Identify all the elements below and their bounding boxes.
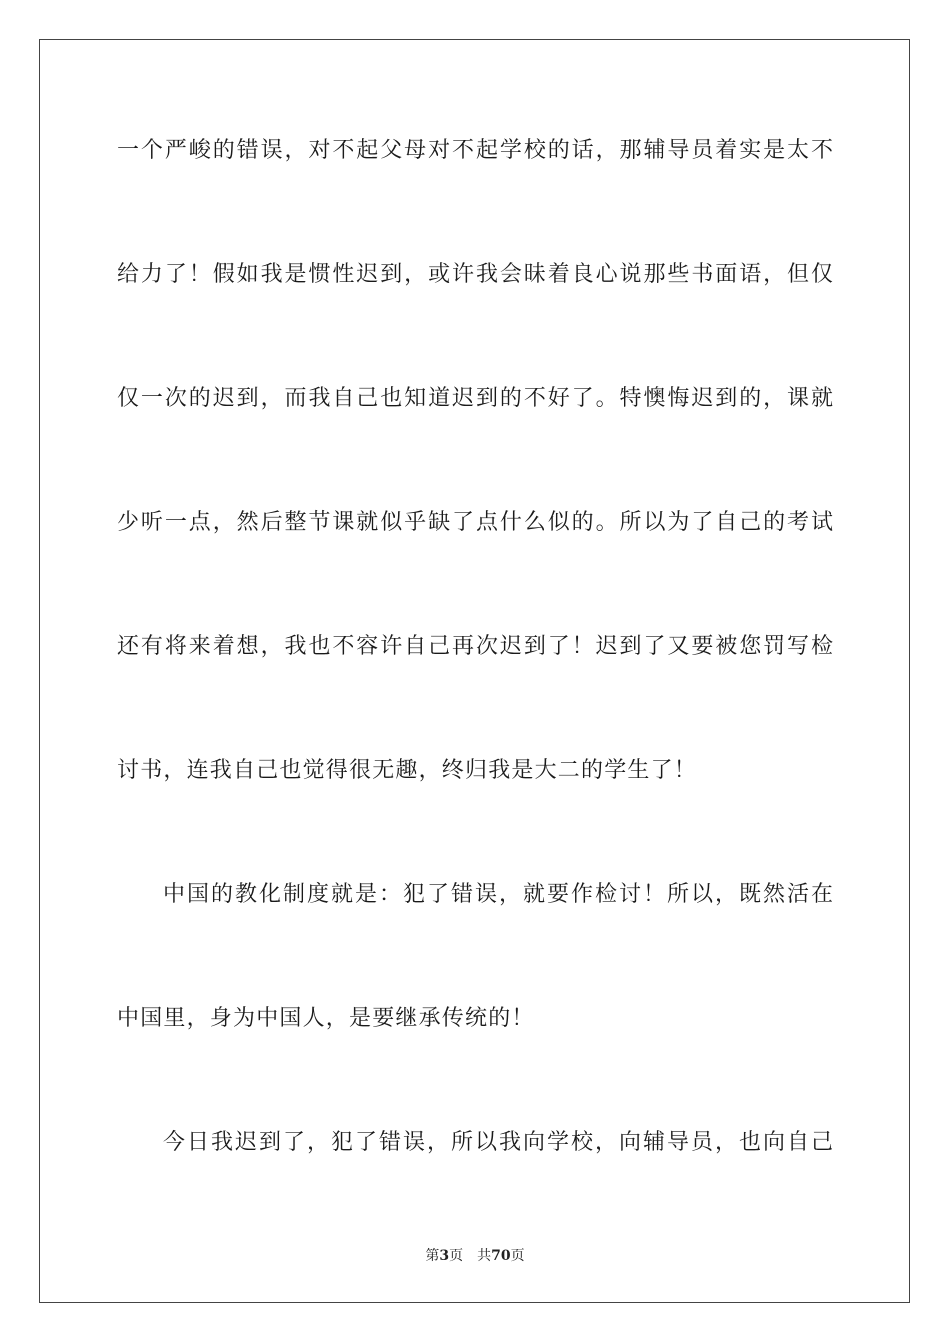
text-line-6: 讨书，连我自己也觉得很无趣，终归我是大二的学生了！: [117, 758, 698, 783]
text-line-9: 今日我迟到了，犯了错误，所以我向学校，向辅导员，也向自己: [163, 1130, 833, 1155]
page-footer: [0, 1247, 950, 1265]
text-line-5: 还有将来着想，我也不容许自己再次迟到了！迟到了又要被您罚写检: [117, 634, 833, 659]
text-line-7: 中国的教化制度就是：犯了错误，就要作检讨！所以，既然活在: [163, 882, 833, 907]
page-number: 3: [439, 1248, 450, 1264]
total-suffix: 页: [510, 1248, 525, 1264]
total-pages: 70: [491, 1248, 511, 1264]
text-line-8: 中国里，身为中国人，是要继承传统的！: [117, 1006, 535, 1031]
page-prefix: 第: [425, 1248, 440, 1264]
page-border: [39, 39, 910, 1303]
text-line-2: 给力了！假如我是惯性迟到，或许我会昧着良心说那些书面语，但仅: [117, 262, 833, 287]
text-line-3: 仅一次的迟到，而我自己也知道迟到的不好了。特懊悔迟到的，课就: [117, 386, 833, 411]
text-line-1: 一个严峻的错误，对不起父母对不起学校的话，那辅导员着实是太不: [117, 138, 833, 163]
total-prefix: 共: [477, 1248, 492, 1264]
page-suffix: 页: [449, 1248, 464, 1264]
text-line-4: 少听一点，然后整节课就似乎缺了点什么似的。所以为了自己的考试: [117, 510, 833, 535]
